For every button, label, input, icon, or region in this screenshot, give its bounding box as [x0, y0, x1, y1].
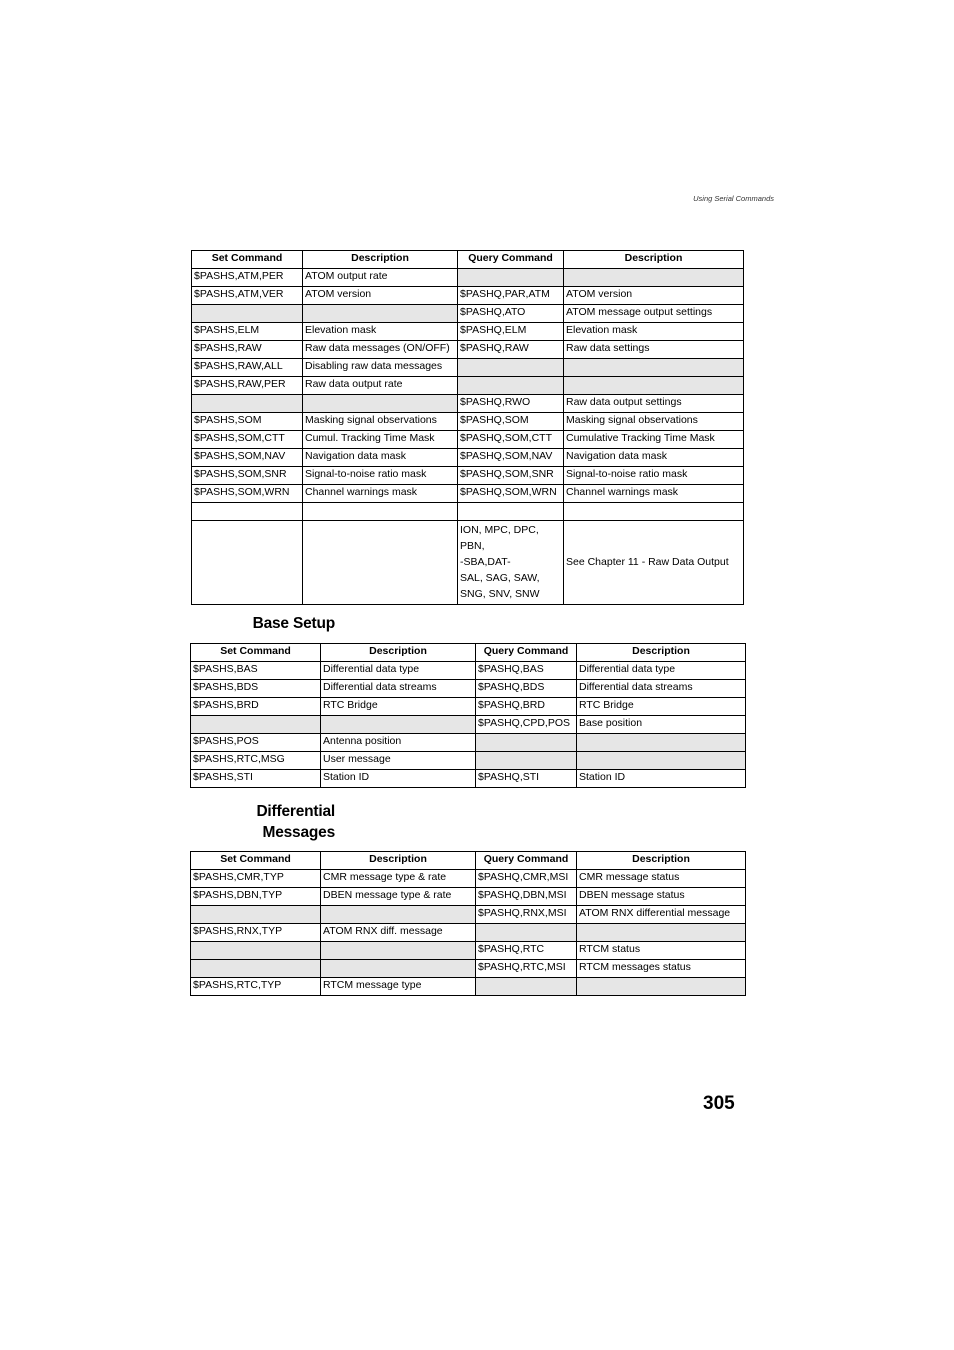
- section-title-base-setup: [253, 613, 335, 634]
- table-row: [191, 734, 746, 752]
- section-title-line: Messages: [262, 824, 335, 841]
- table-cell: CMR message status: [577, 870, 746, 888]
- table-row: [192, 287, 744, 305]
- differential-messages-commands-table: [190, 851, 746, 996]
- table-row: [191, 716, 746, 734]
- table-cell: [303, 305, 458, 323]
- table-cell: [191, 960, 321, 978]
- table-cell: Differential data streams: [577, 680, 746, 698]
- table-cell: [476, 752, 577, 770]
- table-cell: $PASHQ,STI: [476, 770, 577, 788]
- table-cell: $PASHS,POS: [191, 734, 321, 752]
- table-cell: Antenna position: [321, 734, 476, 752]
- table-row: [192, 377, 744, 395]
- page-number: 305: [703, 1093, 735, 1114]
- table-cell: Elevation mask: [303, 323, 458, 341]
- table-cell: RTC Bridge: [577, 698, 746, 716]
- table-row: [191, 888, 746, 906]
- table-cell: [458, 359, 564, 377]
- table-cell: Raw data settings: [564, 341, 744, 359]
- table-cell: ATOM version: [303, 287, 458, 305]
- table-row: [192, 431, 744, 449]
- table-cell: [303, 395, 458, 413]
- table-cell: [303, 503, 458, 521]
- table-row: [192, 485, 744, 503]
- table-cell: [192, 395, 303, 413]
- table-row: [191, 978, 746, 996]
- table-cell: Differential data type: [321, 662, 476, 680]
- table-cell: [577, 924, 746, 942]
- table-cell: $PASHS,RAW: [192, 341, 303, 359]
- table-cell: $PASHQ,RTC: [476, 942, 577, 960]
- table-row: [192, 467, 744, 485]
- table-row: [191, 770, 746, 788]
- table-cell: $PASHS,RAW,PER: [192, 377, 303, 395]
- table-cell: Channel warnings mask: [564, 485, 744, 503]
- table-cell: RTCM status: [577, 942, 746, 960]
- column-header: Description: [321, 644, 476, 662]
- table-cell: DBEN message type & rate: [321, 888, 476, 906]
- table-cell: [476, 924, 577, 942]
- table-cell: $PASHS,SOM,SNR: [192, 467, 303, 485]
- table-cell: [577, 734, 746, 752]
- table-cell: Masking signal observations: [564, 413, 744, 431]
- table-row: [192, 323, 744, 341]
- table-cell: $PASHS,SOM: [192, 413, 303, 431]
- atom-raw-data-commands-table: [191, 250, 744, 605]
- table-cell: ATOM RNX diff. message: [321, 924, 476, 942]
- table-cell: [564, 377, 744, 395]
- column-header: Description: [577, 644, 746, 662]
- table-row: [191, 870, 746, 888]
- table-cell: Station ID: [577, 770, 746, 788]
- table-cell: [577, 752, 746, 770]
- table-cell: [192, 503, 303, 521]
- table-cell: ION, MPC, DPC, PBN, -SBA,DAT- SAL, SAG, SAW, SNG, SNV, SNW: [458, 521, 564, 605]
- table-row: [192, 305, 744, 323]
- table-cell: ATOM output rate: [303, 269, 458, 287]
- table-cell: $PASHS,DBN,TYP: [191, 888, 321, 906]
- table-cell: $PASHQ,SOM,NAV: [458, 449, 564, 467]
- table-cell: $PASHQ,SOM,SNR: [458, 467, 564, 485]
- table-row: [191, 960, 746, 978]
- table-cell: $PASHS,SOM,CTT: [192, 431, 303, 449]
- table-cell: [321, 906, 476, 924]
- table-cell: Masking signal observations: [303, 413, 458, 431]
- table-cell: $PASHQ,SOM: [458, 413, 564, 431]
- table-cell: Differential data type: [577, 662, 746, 680]
- table-cell: $PASHQ,RWO: [458, 395, 564, 413]
- column-header: Description: [564, 251, 744, 269]
- table-cell: $PASHS,ATM,VER: [192, 287, 303, 305]
- table-cell: $PASHQ,CMR,MSI: [476, 870, 577, 888]
- table-cell: $PASHS,RTC,TYP: [191, 978, 321, 996]
- column-header: Set Command: [192, 251, 303, 269]
- table-cell: Signal-to-noise ratio mask: [303, 467, 458, 485]
- table-cell: $PASHQ,ATO: [458, 305, 564, 323]
- column-header: Description: [321, 852, 476, 870]
- table-row: [192, 503, 744, 521]
- table-cell: [303, 521, 458, 605]
- table-cell: $PASHS,ELM: [192, 323, 303, 341]
- section-title-line: Base Setup: [252, 615, 335, 632]
- table-cell: $PASHQ,BRD: [476, 698, 577, 716]
- table-cell: $PASHS,ATM,PER: [192, 269, 303, 287]
- table-cell: Raw data messages (ON/OFF): [303, 341, 458, 359]
- table-cell: Differential data streams: [321, 680, 476, 698]
- table-row: [191, 662, 746, 680]
- table-cell: $PASHS,RNX,TYP: [191, 924, 321, 942]
- table-row: [192, 449, 744, 467]
- table-cell: [321, 960, 476, 978]
- table-cell: $PASHS,SOM,NAV: [192, 449, 303, 467]
- table-row: [191, 906, 746, 924]
- table-row: [191, 942, 746, 960]
- column-header: Set Command: [191, 852, 321, 870]
- table-cell: [458, 503, 564, 521]
- column-header: Description: [303, 251, 458, 269]
- table-row: [192, 521, 744, 605]
- table-row: [191, 752, 746, 770]
- table-cell: $PASHQ,RNX,MSI: [476, 906, 577, 924]
- table-cell: Cumulative Tracking Time Mask: [564, 431, 744, 449]
- table-cell: [458, 377, 564, 395]
- table-cell: $PASHS,RTC,MSG: [191, 752, 321, 770]
- table-cell: [191, 716, 321, 734]
- table-cell: RTCM message type: [321, 978, 476, 996]
- table-cell: $PASHQ,CPD,POS: [476, 716, 577, 734]
- section-title-differential-messages: [256, 801, 335, 843]
- table-row: [192, 359, 744, 377]
- table-cell: RTC Bridge: [321, 698, 476, 716]
- table-cell: $PASHQ,ELM: [458, 323, 564, 341]
- table-cell: $PASHS,SOM,WRN: [192, 485, 303, 503]
- table-cell: $PASHS,RAW,ALL: [192, 359, 303, 377]
- table-cell: ATOM RNX differential message: [577, 906, 746, 924]
- table-cell: $PASHQ,SOM,WRN: [458, 485, 564, 503]
- table-row: [191, 680, 746, 698]
- table-row: [191, 698, 746, 716]
- table-cell: Base position: [577, 716, 746, 734]
- running-header: Using Serial Commands: [693, 194, 774, 203]
- table-row: [192, 341, 744, 359]
- column-header: Query Command: [458, 251, 564, 269]
- table-header-row: [192, 251, 744, 269]
- table-cell: [564, 503, 744, 521]
- table-row: [192, 413, 744, 431]
- table-header-row: [191, 644, 746, 662]
- table-cell: [321, 942, 476, 960]
- table-cell: [458, 269, 564, 287]
- column-header: Description: [577, 852, 746, 870]
- column-header: Query Command: [476, 852, 577, 870]
- table-cell: [191, 942, 321, 960]
- table-cell: [564, 269, 744, 287]
- table-cell: Elevation mask: [564, 323, 744, 341]
- table-cell: $PASHQ,RTC,MSI: [476, 960, 577, 978]
- table-cell: $PASHQ,BAS: [476, 662, 577, 680]
- table-row: [191, 924, 746, 942]
- table-cell: Cumul. Tracking Time Mask: [303, 431, 458, 449]
- table-cell: $PASHQ,RAW: [458, 341, 564, 359]
- table-cell: Navigation data mask: [564, 449, 744, 467]
- table-cell: DBEN message status: [577, 888, 746, 906]
- table-cell: [192, 521, 303, 605]
- table-cell: [476, 734, 577, 752]
- table-cell: ATOM message output settings: [564, 305, 744, 323]
- section-title-line: Differential: [256, 803, 335, 820]
- table-cell: [191, 906, 321, 924]
- table-cell: [564, 359, 744, 377]
- table-cell: User message: [321, 752, 476, 770]
- column-header: Query Command: [476, 644, 577, 662]
- table-cell: $PASHQ,BDS: [476, 680, 577, 698]
- table-cell: Disabling raw data messages: [303, 359, 458, 377]
- table-cell: RTCM messages status: [577, 960, 746, 978]
- table-cell: Station ID: [321, 770, 476, 788]
- table-cell: [476, 978, 577, 996]
- table-cell: $PASHS,CMR,TYP: [191, 870, 321, 888]
- table-cell: $PASHQ,PAR,ATM: [458, 287, 564, 305]
- table-cell: Navigation data mask: [303, 449, 458, 467]
- table-row: [192, 395, 744, 413]
- table-cell: $PASHQ,SOM,CTT: [458, 431, 564, 449]
- table-cell: [192, 305, 303, 323]
- table-header-row: [191, 852, 746, 870]
- table-cell: CMR message type & rate: [321, 870, 476, 888]
- table-cell: ATOM version: [564, 287, 744, 305]
- column-header: Set Command: [191, 644, 321, 662]
- table-cell: $PASHS,BDS: [191, 680, 321, 698]
- table-cell: Raw data output rate: [303, 377, 458, 395]
- table-cell: $PASHS,BAS: [191, 662, 321, 680]
- table-cell: Channel warnings mask: [303, 485, 458, 503]
- table-cell: $PASHS,BRD: [191, 698, 321, 716]
- table-cell: $PASHQ,DBN,MSI: [476, 888, 577, 906]
- table-cell: [321, 716, 476, 734]
- table-row: [192, 269, 744, 287]
- table-cell: Raw data output settings: [564, 395, 744, 413]
- table-cell: See Chapter 11 - Raw Data Output: [564, 521, 744, 605]
- base-setup-commands-table: [190, 643, 746, 788]
- table-cell: Signal-to-noise ratio mask: [564, 467, 744, 485]
- table-cell: [577, 978, 746, 996]
- table-cell: $PASHS,STI: [191, 770, 321, 788]
